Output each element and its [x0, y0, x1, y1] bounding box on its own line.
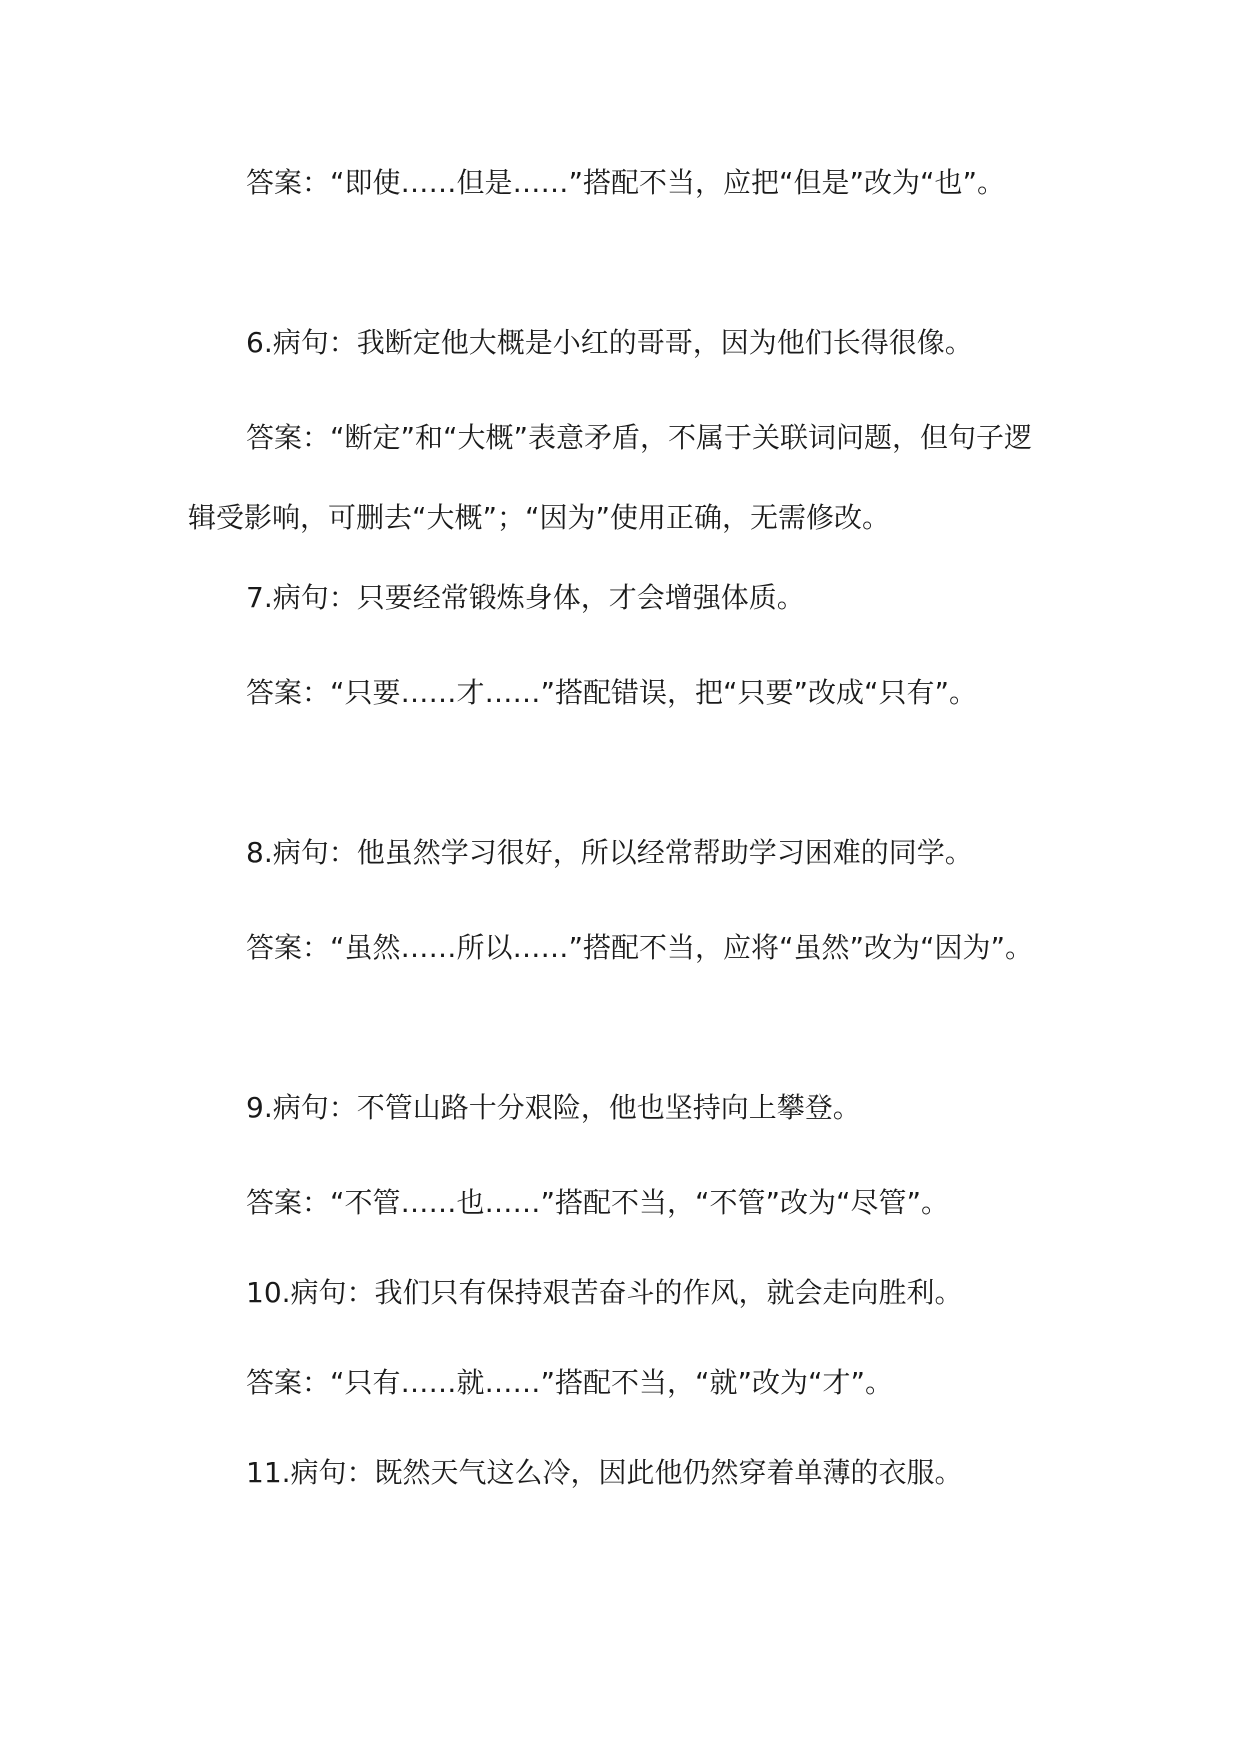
question-paragraph: 11.病句：既然天气这么冷，因此他仍然穿着单薄的衣服。 — [246, 1456, 963, 1489]
question-paragraph: 8.病句：他虽然学习很好，所以经常帮助学习困难的同学。 — [246, 836, 973, 869]
question-paragraph: 7.病句：只要经常锻炼身体，才会增强体质。 — [246, 581, 805, 614]
answer-paragraph: 答案：“只有……就……”搭配不当，“就”改为“才”。 — [246, 1366, 894, 1399]
question-paragraph: 9.病句：不管山路十分艰险，他也坚持向上攀登。 — [246, 1091, 861, 1124]
answer-paragraph: 答案：“不管……也……”搭配不当，“不管”改为“尽管”。 — [246, 1186, 950, 1219]
question-paragraph: 6.病句：我断定他大概是小红的哥哥，因为他们长得很像。 — [246, 326, 973, 359]
question-paragraph: 10.病句：我们只有保持艰苦奋斗的作风，就会走向胜利。 — [246, 1276, 963, 1309]
answer-paragraph: 答案：“虽然……所以……”搭配不当，应将“虽然”改为“因为”。 — [246, 931, 1034, 964]
answer-paragraph: 答案：“只要……才……”搭配错误，把“只要”改成“只有”。 — [246, 676, 978, 709]
answer-paragraph: 答案：“即使……但是……”搭配不当，应把“但是”改为“也”。 — [246, 166, 1006, 199]
answer-paragraph: 答案：“断定”和“大概”表意矛盾，不属于关联词问题，但句子逻辑受影响，可删去“大概”；“因为”使用正确，无需修改。 — [188, 421, 1033, 534]
